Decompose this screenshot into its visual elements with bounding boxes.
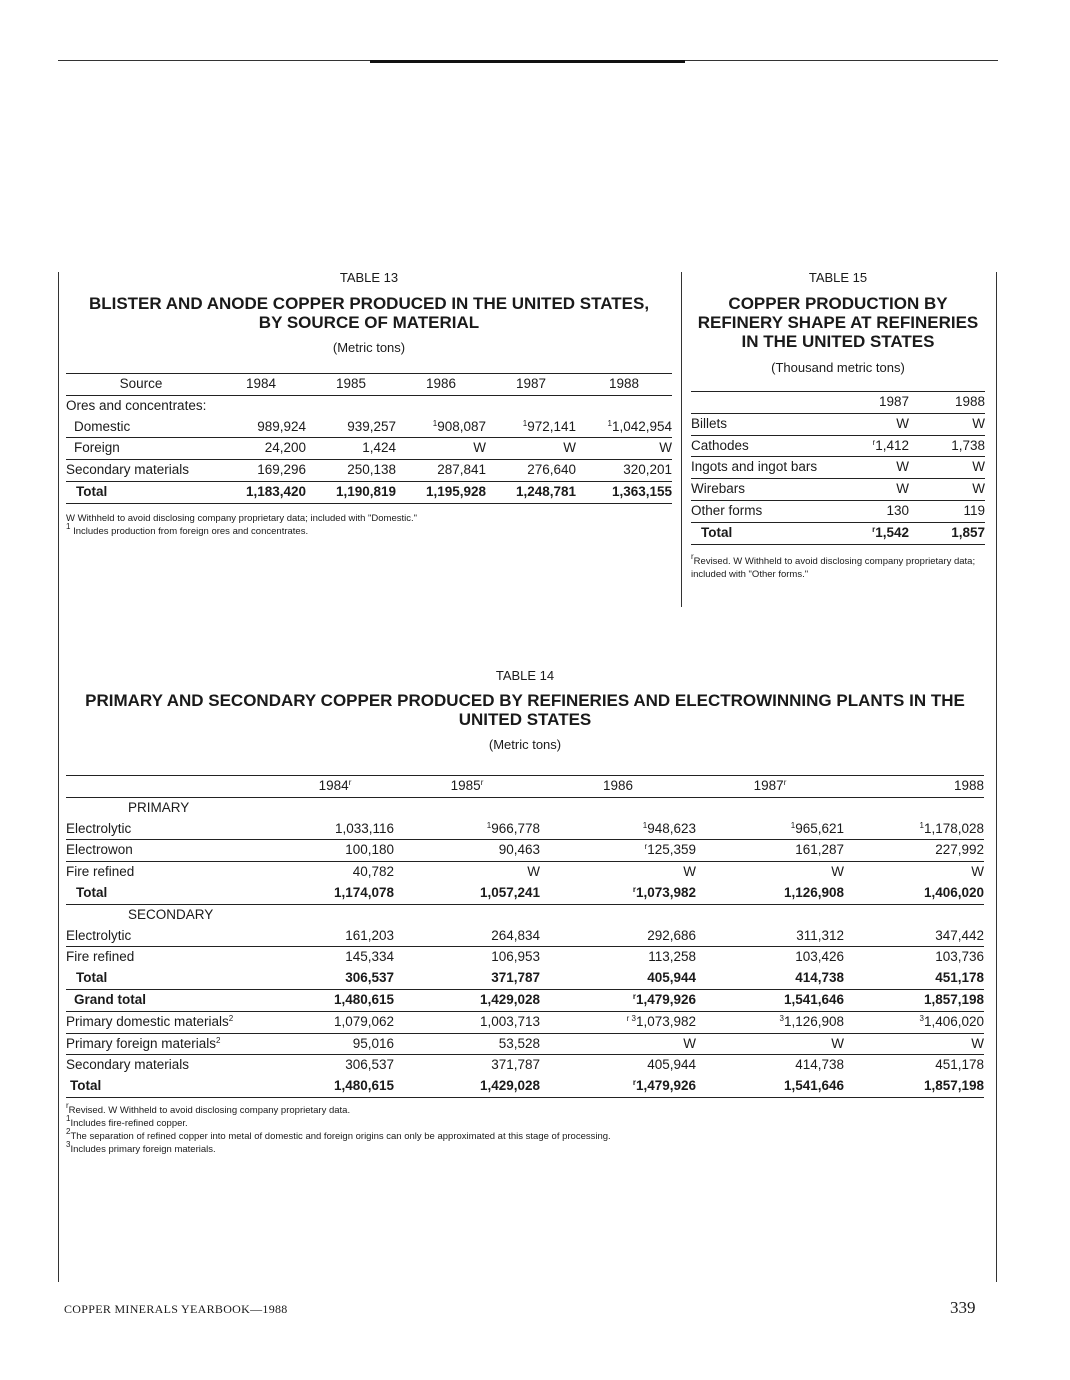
table-cell: 1,480,615 (276, 1076, 394, 1097)
table-cell: 1,738 (909, 435, 985, 457)
table13-total-cell: 1,183,420 (216, 481, 306, 503)
table-cell: 1,003,713 (394, 1011, 540, 1033)
row-label: Domestic (66, 417, 216, 438)
table13-header-year: 1988 (576, 374, 672, 396)
table-cell: 113,258 (648, 949, 696, 965)
table-cell: $^r$1,479,926 (540, 1076, 696, 1097)
table-cell: 1,541,646 (696, 1076, 844, 1097)
section-label: PRIMARY (128, 799, 190, 815)
right-margin-rule (996, 272, 997, 1282)
table-row (66, 417, 672, 438)
total-label: Total (66, 1076, 276, 1097)
section-label: SECONDARY (128, 906, 214, 922)
table14-header-year: 1984$^r$ (276, 776, 394, 798)
table-cell: 250,138 (347, 462, 396, 478)
table13-header-year: 1987 (486, 374, 576, 396)
total-label: Total (66, 968, 276, 989)
table-cell: 1,541,646 (696, 989, 844, 1011)
table-cell: 939,257 (306, 417, 396, 438)
table-cell: W (909, 457, 985, 479)
table13-header-year: 1986 (396, 374, 486, 396)
table13-title-line1: BLISTER AND ANODE COPPER PRODUCED IN THE UNITED STATES, (88, 294, 650, 313)
table-cell: 1,429,028 (394, 1076, 540, 1097)
table13-units: (Metric tons) (332, 340, 406, 355)
table-cell: $^1$972,141 (486, 417, 576, 438)
row-label: Wirebars (691, 479, 841, 501)
table-cell: 106,953 (491, 949, 540, 965)
table-row (691, 479, 985, 501)
table-cell: 405,944 (540, 968, 696, 989)
table13-header-year: 1985 (306, 374, 396, 396)
table-cell: 1,079,062 (276, 1011, 394, 1033)
table15-title-line: COPPER PRODUCTION BY (728, 294, 948, 313)
table-cell: 103,426 (795, 949, 844, 965)
row-label: Foreign (66, 438, 216, 460)
table-row (66, 926, 984, 947)
table-cell: 103,736 (935, 949, 984, 965)
table-cell: 264,834 (394, 926, 540, 947)
table-cell: 989,924 (216, 417, 306, 438)
table-cell: $^r$125,359 (540, 840, 696, 862)
left-margin-rule (58, 272, 59, 1282)
footer-publication: COPPER MINERALS YEARBOOK—1988 (64, 1302, 288, 1316)
table14-header-year: 1986 (540, 776, 696, 798)
table14 (66, 668, 984, 1156)
table-cell: 1,424 (306, 438, 396, 460)
section-row (66, 797, 984, 818)
table-cell: $^1$1,042,954 (576, 417, 672, 438)
section-row (66, 904, 984, 925)
table-row (691, 500, 985, 522)
table-cell: 169,296 (257, 462, 306, 478)
table-cell: 90,463 (394, 840, 540, 862)
table14-title (66, 691, 984, 729)
table-cell: 95,016 (276, 1033, 394, 1055)
table-cell: $^1$908,087 (396, 417, 486, 438)
row-label: Primary foreign materials$^2$ (66, 1033, 276, 1055)
table15-header-row (691, 392, 985, 414)
table-cell: W (527, 864, 540, 880)
table13-total-cell: 1,248,781 (486, 481, 576, 503)
table-cell: 414,738 (795, 1057, 844, 1073)
table-cell: $^r$1,479,926 (540, 989, 696, 1011)
table15-grid (691, 391, 985, 545)
table13-total-cell: 1,190,819 (306, 481, 396, 503)
table13-total-label: Total (66, 481, 216, 503)
table-cell: $^1$966,778 (394, 819, 540, 840)
table15-header-year: 1988 (909, 392, 985, 414)
table-cell: 451,178 (935, 1057, 984, 1073)
table-cell: W (844, 1033, 984, 1055)
table-cell: 40,782 (352, 864, 394, 880)
table-cell: W (841, 413, 909, 435)
table-cell: 227,992 (844, 840, 984, 862)
table-row (66, 1055, 984, 1076)
total-row (66, 883, 984, 904)
table-cell: 53,528 (394, 1033, 540, 1055)
total-row (66, 968, 984, 989)
table-row (66, 460, 672, 482)
table13-header-year: 1984 (216, 374, 306, 396)
row-label: Secondary materials (66, 462, 190, 478)
table-cell: 1,857,198 (844, 1076, 984, 1097)
column-divider-rule (681, 272, 682, 607)
table15-note: $^r$Revised. W Withheld to avoid disclosing company proprietary data; included with "Other forms." (691, 551, 976, 580)
table-row (66, 947, 984, 968)
table-cell: 161,287 (696, 840, 844, 862)
table14-notes (66, 1100, 984, 1156)
table14-title-line1: PRIMARY AND SECONDARY COPPER PRODUCED BY REFINERIES AND ELECTROWINNING PLANTS IN THE (85, 691, 965, 710)
table15-header-blank (691, 392, 841, 414)
table-cell: W (909, 413, 985, 435)
table-cell: 320,201 (623, 462, 672, 478)
table13-notes (66, 512, 672, 538)
table13-header-row (66, 374, 672, 396)
table-cell: $^1$1,178,028 (844, 819, 984, 840)
table-cell: 161,203 (276, 926, 394, 947)
table-cell: 306,537 (276, 968, 394, 989)
table-cell: W (696, 1033, 844, 1055)
row-label: Electrowon (66, 840, 276, 862)
table14-title-line2: UNITED STATES (458, 710, 592, 729)
table-cell: W (683, 864, 696, 880)
table-cell: $^3$1,126,908 (696, 1011, 844, 1033)
table-cell: 100,180 (276, 840, 394, 862)
table15-total-row (691, 522, 985, 544)
table13-group-label: Ores and concentrates: (66, 397, 207, 413)
table-cell: 451,178 (844, 968, 984, 989)
row-label: Ingots and ingot bars (691, 457, 841, 479)
total-label: Grand total (66, 989, 276, 1011)
table15-total-label: Total (691, 522, 841, 544)
table-cell: 371,787 (491, 1057, 540, 1073)
row-label: Electrolytic (66, 819, 276, 840)
table13-group-row (66, 395, 672, 416)
table-cell: 414,738 (696, 968, 844, 989)
row-label: Fire refined (66, 949, 135, 965)
table14-note: $^1$Includes fire-refined copper. (66, 1113, 188, 1129)
table15-title (691, 294, 985, 351)
table-cell: 1,857,198 (844, 989, 984, 1011)
table13 (66, 270, 672, 538)
table13-total-cell: 1,195,928 (396, 481, 486, 503)
table-cell: 1,057,241 (394, 883, 540, 904)
table-cell: W (971, 864, 984, 880)
table-cell: 1,033,116 (276, 819, 394, 840)
table14-header-year: 1988 (844, 776, 984, 798)
footer-page-number: 339 (950, 1298, 976, 1317)
table-cell: 371,787 (394, 968, 540, 989)
table13-header-source: Source (66, 374, 216, 396)
total-label: Total (66, 883, 276, 904)
table-cell: W (486, 438, 576, 460)
table-cell: 1,174,078 (276, 883, 394, 904)
top-rule-thick (370, 60, 685, 63)
table-cell: 306,537 (345, 1057, 394, 1073)
table14-label: TABLE 14 (495, 668, 555, 683)
table-cell: W (540, 1033, 696, 1055)
table-cell: W (831, 864, 844, 880)
table-cell: 1,126,908 (696, 883, 844, 904)
table15 (691, 270, 985, 581)
table-cell: $^r$1,412 (841, 435, 909, 457)
table-cell: 276,640 (527, 462, 576, 478)
table-row (691, 457, 985, 479)
table14-header-row (66, 776, 984, 798)
table-row (66, 1033, 984, 1055)
table-cell: W (841, 479, 909, 501)
table14-note: $^3$Includes primary foreign materials. (66, 1139, 216, 1155)
table-cell: W (909, 479, 985, 501)
table-cell: 145,334 (345, 949, 394, 965)
table-row (66, 840, 984, 862)
table14-grid (66, 775, 984, 1098)
table-row (66, 438, 672, 460)
table-cell: $^3$1,406,020 (844, 1011, 984, 1033)
row-label: Billets (691, 413, 841, 435)
table-cell: 24,200 (216, 438, 306, 460)
table15-title-line: IN THE UNITED STATES (741, 332, 935, 351)
table-cell: 1,406,020 (844, 883, 984, 904)
table13-note: $^1$ Includes production from foreign ores and concentrates. (66, 521, 309, 537)
table-cell: 311,312 (696, 926, 844, 947)
table13-total-cell: 1,363,155 (576, 481, 672, 503)
table15-units: (Thousand metric tons) (771, 360, 905, 375)
table14-units: (Metric tons) (488, 737, 562, 752)
table-cell: W (576, 438, 672, 460)
table14-note: $^2$The separation of refined copper into metal of domestic and foreign origins can only be approximated at this stage of processing. (66, 1126, 611, 1142)
row-label: Cathodes (691, 435, 841, 457)
row-label: Secondary materials (66, 1057, 190, 1073)
table-row (66, 1011, 984, 1033)
row-label: Electrolytic (66, 926, 276, 947)
table-cell: 287,841 (437, 462, 486, 478)
table-row (691, 413, 985, 435)
table-cell: $^r$1,073,982 (540, 883, 696, 904)
table15-total-cell: 1,857 (909, 522, 985, 544)
table13-label: TABLE 13 (339, 270, 399, 285)
table-cell: $^{r 3}$1,073,982 (540, 1011, 696, 1033)
table-row (691, 435, 985, 457)
table-cell: 119 (909, 500, 985, 522)
table-cell: W (396, 438, 486, 460)
table-cell: 130 (841, 500, 909, 522)
total-row (66, 1076, 984, 1097)
table15-title-line: REFINERY SHAPE AT REFINERIES (697, 313, 979, 332)
table-cell: 405,944 (647, 1057, 696, 1073)
table13-grid (66, 373, 672, 504)
table-cell: 1,429,028 (394, 989, 540, 1011)
table14-header-blank (66, 776, 276, 798)
table14-header-year: 1985$^r$ (394, 776, 540, 798)
table14-header-year: 1987$^r$ (696, 776, 844, 798)
table-cell: $^1$948,623 (540, 819, 696, 840)
table13-title-line2: BY SOURCE OF MATERIAL (258, 313, 480, 332)
table15-total-cell: $^r$1,542 (841, 522, 909, 544)
row-label: Primary domestic materials$^2$ (66, 1011, 276, 1033)
total-row (66, 989, 984, 1011)
table-cell: 347,442 (844, 926, 984, 947)
table15-label: TABLE 15 (808, 270, 868, 285)
row-label: Other forms (691, 500, 841, 522)
table13-title (66, 294, 672, 332)
table14-note: $^r$Revised. W Withheld to avoid disclosing company proprietary data. (66, 1100, 351, 1116)
table13-total-row (66, 481, 672, 503)
table-cell: W (841, 457, 909, 479)
table-row (66, 819, 984, 840)
table-row (66, 862, 984, 883)
row-label: Fire refined (66, 864, 135, 880)
table-cell: 292,686 (540, 926, 696, 947)
table-cell: $^1$965,621 (696, 819, 844, 840)
table-cell: 1,480,615 (276, 989, 394, 1011)
table15-header-year: 1987 (841, 392, 909, 414)
table13-note: W Withheld to avoid disclosing company proprietary data; included with "Domestic." (66, 512, 418, 524)
